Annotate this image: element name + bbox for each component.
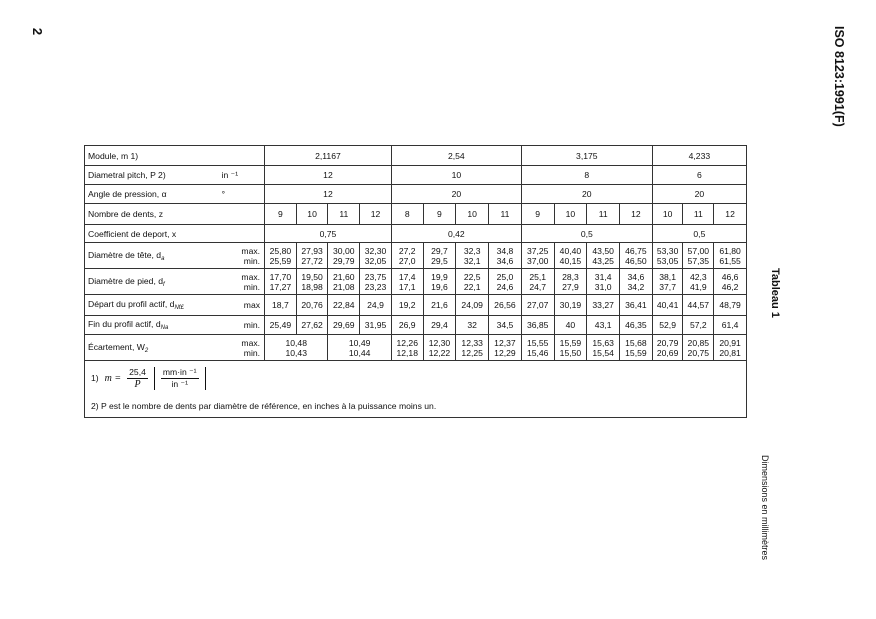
root-diameter-max: 17,4: [398, 271, 416, 282]
tip-diameter-min: 34,6: [496, 255, 514, 266]
root-diameter-min: 27,9: [562, 281, 579, 292]
profile-end-cell: 52,9: [652, 316, 683, 335]
root-diameter-cell: [265, 269, 297, 295]
tip-diameter-min: 27,72: [301, 255, 323, 266]
teeth-count-cell: 10: [296, 204, 328, 225]
row-pitch: [85, 166, 747, 185]
spacing-min: 20,75: [687, 347, 710, 358]
root-diameter-cell: [360, 269, 392, 295]
tip-diameter-max: 30,00: [333, 245, 355, 256]
root-label: Diamètre de pied, $d_f$: [85, 269, 222, 295]
spacing-max: 10,49: [348, 337, 371, 348]
profile-end-cell: 26,9: [391, 316, 423, 335]
start-label: Départ du profil actif, $d_{Nf£}$: [85, 295, 222, 316]
profile-start-cell: 24,9: [360, 295, 392, 316]
tip-diameter-max: 57,00: [687, 245, 710, 256]
note-2: 2) P est le nombre de dents par diamètre de référence, en inches à la puissance moins un.: [85, 395, 747, 418]
tip-diameter-cell: [652, 243, 683, 269]
profile-end-cell: 61,4: [714, 316, 747, 335]
root-diameter-max: 17,70: [269, 271, 292, 282]
tip-diameter-min: 57,35: [687, 255, 710, 266]
root-diameter-max: 19,9: [431, 271, 448, 282]
spacing-cell: [652, 335, 683, 361]
spacing-min: 15,59: [625, 347, 647, 358]
spacing-max: 15,68: [625, 337, 647, 348]
spacing-min: 15,54: [592, 347, 614, 358]
row-spacing: [85, 335, 747, 361]
tip-unit: max. min.: [222, 243, 265, 269]
module-value-3: 3,175: [521, 146, 652, 166]
profile-end-cell: 40: [554, 316, 587, 335]
profile-start-cell: 27,07: [521, 295, 554, 316]
spacing-min: 12,25: [461, 347, 483, 358]
tip-diameter-max: 53,30: [656, 245, 679, 256]
root-diameter-max: 25,0: [496, 271, 514, 282]
teeth-count-cell: 9: [521, 204, 554, 225]
root-diameter-max: 42,3: [689, 271, 707, 282]
root-diameter-cell: [714, 269, 747, 295]
spacing-max: 20,79: [656, 337, 679, 348]
row-shift: [85, 225, 747, 243]
root-diameter-cell: [683, 269, 714, 295]
root-diameter-min: 41,9: [689, 281, 707, 292]
root-diameter-min: 17,1: [398, 281, 416, 292]
profile-start-cell: 30,19: [554, 295, 587, 316]
spacing-max: 15,55: [526, 337, 549, 348]
tip-diameter-max: 61,80: [719, 245, 741, 256]
tip-diameter-cell: [587, 243, 620, 269]
root-diameter-max: 34,6: [627, 271, 645, 282]
module-value-2: 2,54: [391, 146, 521, 166]
gear-data-table: [84, 145, 747, 418]
root-diameter-cell: [296, 269, 328, 295]
spacing-min: 12,22: [428, 347, 451, 358]
teeth-count-cell: 11: [683, 204, 714, 225]
teeth-count-cell: 11: [587, 204, 620, 225]
module-label: Module, m 1): [85, 146, 265, 166]
profile-start-cell: 44,57: [683, 295, 714, 316]
root-diameter-cell: [328, 269, 360, 295]
angle-unit: °: [222, 185, 265, 204]
teeth-count-cell: 9: [423, 204, 456, 225]
tip-diameter-cell: [296, 243, 328, 269]
tip-diameter-max: 34,8: [496, 245, 514, 256]
spacing-max: 20,91: [719, 337, 741, 348]
angle-value-1: 12: [265, 185, 392, 204]
root-diameter-min: 21,08: [333, 281, 355, 292]
profile-start-cell: 19,2: [391, 295, 423, 316]
root-diameter-max: 46,6: [721, 271, 739, 282]
tip-diameter-max: 25,80: [269, 245, 292, 256]
spacing-cell: [587, 335, 620, 361]
module-value-1: 2,1167: [265, 146, 392, 166]
profile-end-cell: 31,95: [360, 316, 392, 335]
root-diameter-cell: [587, 269, 620, 295]
note-1-lhs: m =: [104, 372, 122, 384]
row-angle: [85, 185, 747, 204]
tip-diameter-cell: [521, 243, 554, 269]
row-tip-diameter: [85, 243, 747, 269]
tip-diameter-cell: [265, 243, 297, 269]
tip-diameter-cell: [391, 243, 423, 269]
spacing-min: 20,69: [656, 347, 679, 358]
dimensions-note: Dimensions en millimètres: [760, 455, 770, 561]
spacing-min: 10,43: [285, 347, 307, 358]
shift-value-1: 0,75: [265, 225, 392, 243]
tip-diameter-min: 25,59: [269, 255, 292, 266]
spacing-cell: [423, 335, 456, 361]
start-unit: max: [222, 295, 265, 316]
tip-diameter-min: 29,5: [431, 255, 448, 266]
profile-start-cell: 18,7: [265, 295, 297, 316]
spacing-cell: [489, 335, 522, 361]
root-diameter-min: 31,0: [594, 281, 612, 292]
tip-diameter-max: 46,75: [625, 245, 647, 256]
note-1-unit-denominator: in ⁻¹: [171, 378, 188, 389]
profile-end-cell: 34,5: [489, 316, 522, 335]
row-note-2: [85, 395, 747, 418]
tip-diameter-max: 27,2: [398, 245, 416, 256]
row-note-1: [85, 361, 747, 396]
tip-diameter-max: 37,25: [526, 245, 549, 256]
spacing-max: 20,85: [687, 337, 710, 348]
spacing-cell: [714, 335, 747, 361]
root-diameter-min: 37,7: [659, 281, 676, 292]
angle-label: Angle de pression, α: [85, 185, 222, 204]
profile-start-cell: 21,6: [423, 295, 456, 316]
spacing-max: 12,26: [396, 337, 418, 348]
root-diameter-cell: [521, 269, 554, 295]
row-active-profile-start: [85, 295, 747, 316]
pitch-value-3: 8: [521, 166, 652, 185]
tip-diameter-min: 27,0: [398, 255, 416, 266]
root-diameter-cell: [554, 269, 587, 295]
root-unit: max. min.: [222, 269, 265, 295]
tip-diameter-cell: [360, 243, 392, 269]
root-diameter-cell: [391, 269, 423, 295]
profile-start-cell: 36,41: [620, 295, 653, 316]
teeth-count-cell: 11: [489, 204, 522, 225]
spacing-min: 10,44: [348, 347, 371, 358]
note-1-denominator: P: [134, 378, 141, 390]
tip-diameter-cell: [554, 243, 587, 269]
profile-end-cell: 29,4: [423, 316, 456, 335]
pitch-value-2: 10: [391, 166, 521, 185]
teeth-count-cell: 12: [714, 204, 747, 225]
tip-diameter-max: 27,93: [301, 245, 323, 256]
tip-diameter-min: 32,1: [463, 255, 481, 266]
profile-end-cell: 46,35: [620, 316, 653, 335]
teeth-count-cell: 10: [652, 204, 683, 225]
teeth-count-cell: 8: [391, 204, 423, 225]
note-1-fraction: [127, 367, 148, 390]
pitch-label: Diametral pitch, P 2): [85, 166, 222, 185]
root-diameter-max: 25,1: [529, 271, 547, 282]
tip-diameter-max: 32,30: [364, 245, 387, 256]
spacing-min: 15,50: [559, 347, 582, 358]
profile-end-cell: 29,69: [328, 316, 360, 335]
tip-label: Diamètre de tête, $d_a$: [85, 243, 222, 269]
spacing-max: 12,30: [428, 337, 451, 348]
spacing-cell: [620, 335, 653, 361]
spacing-cell: [521, 335, 554, 361]
profile-start-cell: 48,79: [714, 295, 747, 316]
root-diameter-cell: [456, 269, 489, 295]
pitch-value-4: 6: [652, 166, 746, 185]
tip-diameter-max: 32,3: [463, 245, 481, 256]
spacing-cell: [265, 335, 328, 361]
note-1-unit: [154, 367, 206, 390]
pitch-value-1: 12: [265, 166, 392, 185]
profile-start-cell: 20,76: [296, 295, 328, 316]
spacing-label: Écartement, $W_2$: [85, 335, 222, 361]
spacing-max: 15,63: [592, 337, 614, 348]
end-label: Fin du profil actif, $d_{Na}$: [85, 316, 222, 335]
root-diameter-max: 38,1: [659, 271, 676, 282]
profile-start-cell: 33,27: [587, 295, 620, 316]
root-diameter-min: 23,23: [364, 281, 387, 292]
root-diameter-min: 24,7: [529, 281, 547, 292]
tip-diameter-cell: [683, 243, 714, 269]
tip-diameter-min: 37,00: [526, 255, 549, 266]
tip-diameter-cell: [714, 243, 747, 269]
profile-start-cell: 40,41: [652, 295, 683, 316]
teeth-count-cell: 10: [456, 204, 489, 225]
teeth-label: Nombre de dents, z: [85, 204, 265, 225]
profile-end-cell: 36,85: [521, 316, 554, 335]
spacing-cell: [456, 335, 489, 361]
profile-end-cell: 57,2: [683, 316, 714, 335]
tip-diameter-max: 29,7: [431, 245, 448, 256]
note-1-unit-numerator: mm·in ⁻¹: [162, 366, 197, 377]
spacing-cell: [554, 335, 587, 361]
spacing-cell: [683, 335, 714, 361]
angle-value-4: 20: [652, 185, 746, 204]
angle-value-2: 20: [391, 185, 521, 204]
root-diameter-min: 46,2: [721, 281, 739, 292]
spacing-max: 12,37: [494, 337, 516, 348]
root-diameter-cell: [652, 269, 683, 295]
root-diameter-max: 23,75: [364, 271, 387, 282]
teeth-count-cell: 9: [265, 204, 297, 225]
teeth-count-cell: 11: [328, 204, 360, 225]
root-diameter-min: 17,27: [269, 281, 292, 292]
root-diameter-min: 18,98: [301, 281, 323, 292]
root-diameter-max: 31,4: [594, 271, 612, 282]
spacing-min: 15,46: [526, 347, 549, 358]
spacing-min: 20,81: [719, 347, 741, 358]
note-1-numerator: 25,4: [129, 366, 146, 377]
spacing-max: 10,48: [285, 337, 307, 348]
profile-start-cell: 22,84: [328, 295, 360, 316]
root-diameter-min: 19,6: [431, 281, 448, 292]
tip-diameter-cell: [423, 243, 456, 269]
tip-diameter-min: 40,15: [559, 255, 582, 266]
tip-diameter-min: 61,55: [719, 255, 741, 266]
shift-value-4: 0,5: [652, 225, 746, 243]
shift-label: Coefficient de deport, x: [85, 225, 265, 243]
root-diameter-max: 21,60: [333, 271, 355, 282]
root-diameter-max: 28,3: [562, 271, 579, 282]
spacing-cell: [391, 335, 423, 361]
profile-end-cell: 32: [456, 316, 489, 335]
spacing-min: 12,18: [396, 347, 418, 358]
angle-value-3: 20: [521, 185, 652, 204]
spacing-min: 12,29: [494, 347, 516, 358]
root-diameter-min: 22,1: [463, 281, 481, 292]
profile-start-cell: 24,09: [456, 295, 489, 316]
table-label: Tableau 1: [769, 268, 781, 318]
row-root-diameter: [85, 269, 747, 295]
tip-diameter-cell: [489, 243, 522, 269]
note-1: [85, 361, 747, 396]
root-diameter-min: 34,2: [627, 281, 645, 292]
module-value-4: 4,233: [652, 146, 746, 166]
profile-end-cell: 43,1: [587, 316, 620, 335]
root-diameter-cell: [423, 269, 456, 295]
tip-diameter-min: 46,50: [625, 255, 647, 266]
profile-start-cell: 26,56: [489, 295, 522, 316]
tip-diameter-max: 40,40: [559, 245, 582, 256]
pitch-unit: in ⁻¹: [222, 166, 265, 185]
spacing-max: 15,59: [559, 337, 582, 348]
profile-end-cell: 27,62: [296, 316, 328, 335]
teeth-count-cell: 10: [554, 204, 587, 225]
teeth-count-cell: 12: [360, 204, 392, 225]
shift-value-3: 0,5: [521, 225, 652, 243]
document-id: ISO 8123:1991(F): [832, 26, 846, 127]
profile-end-cell: 25,49: [265, 316, 297, 335]
tip-diameter-min: 29,79: [333, 255, 355, 266]
note-1-prefix: 1): [91, 373, 99, 383]
spacing-unit: max. min.: [222, 335, 265, 361]
tip-diameter-min: 32,05: [364, 255, 387, 266]
row-active-profile-end: [85, 316, 747, 335]
root-diameter-min: 24,6: [496, 281, 514, 292]
tip-diameter-min: 53,05: [656, 255, 679, 266]
page-number: 2: [30, 27, 46, 36]
root-diameter-cell: [620, 269, 653, 295]
tip-diameter-cell: [620, 243, 653, 269]
tip-diameter-cell: [328, 243, 360, 269]
shift-value-2: 0,42: [391, 225, 521, 243]
note-1-formula: [91, 367, 743, 390]
spacing-cell: [328, 335, 391, 361]
teeth-count-cell: 12: [620, 204, 653, 225]
end-unit: min.: [222, 316, 265, 335]
row-teeth: [85, 204, 747, 225]
tip-diameter-cell: [456, 243, 489, 269]
row-module: [85, 146, 747, 166]
tip-diameter-max: 43,50: [592, 245, 614, 256]
spacing-max: 12,33: [461, 337, 483, 348]
tip-diameter-min: 43,25: [592, 255, 614, 266]
root-diameter-max: 22,5: [463, 271, 481, 282]
root-diameter-cell: [489, 269, 522, 295]
root-diameter-max: 19,50: [301, 271, 323, 282]
